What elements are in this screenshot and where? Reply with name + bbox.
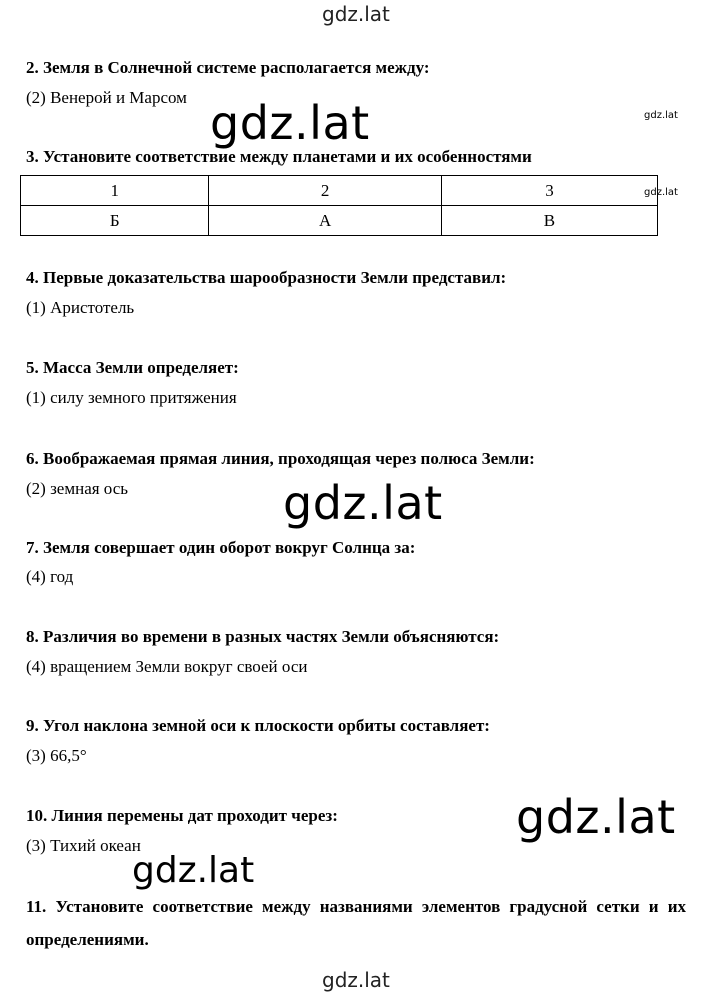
footer-watermark: gdz.lat <box>322 968 390 992</box>
table-cell: А <box>209 206 441 236</box>
question-9: 9. Угол наклона земной оси к плоскости орбиты составляет: <box>26 716 490 735</box>
table-cell: 2 <box>209 176 441 206</box>
question-10: 10. Линия перемены дат проходит через: <box>26 806 338 825</box>
answer-2: (2) Венерой и Марсом <box>26 88 187 107</box>
question-7: 7. Земля совершает один оборот вокруг Солнца за: <box>26 538 416 557</box>
question-4: 4. Первые доказательства шарообразности Земли представил: <box>26 268 507 287</box>
question-6: 6. Воображаемая прямая линия, проходящая через полюса Земли: <box>26 449 535 468</box>
header-watermark: gdz.lat <box>322 2 390 26</box>
watermark-large-1: gdz.lat <box>210 96 370 150</box>
watermark-small-1: gdz.lat <box>644 110 678 121</box>
answer-7: (4) год <box>26 567 74 586</box>
question-2: 2. Земля в Солнечной системе располагается между: <box>26 58 430 77</box>
answer-6: (2) земная ось <box>26 479 129 498</box>
answer-5: (1) силу земного притяжения <box>26 388 237 407</box>
question-3: 3. Установите соответствие между планетами и их особенностями <box>26 147 532 166</box>
table-header-row <box>21 176 658 206</box>
table-cell: Б <box>21 206 209 236</box>
table-row <box>21 206 658 236</box>
answer-table <box>20 175 658 236</box>
answer-8: (4) вращением Земли вокруг своей оси <box>26 657 308 676</box>
watermark-large-2: gdz.lat <box>283 476 443 530</box>
question-5: 5. Масса Земли определяет: <box>26 358 239 377</box>
watermark-large-4: gdz.lat <box>132 850 255 891</box>
table-cell: 1 <box>21 176 209 206</box>
question-8: 8. Различия во времени в разных частях Земли объясняются: <box>26 627 500 646</box>
table-cell: В <box>441 206 657 236</box>
answer-10: (3) Тихий океан <box>26 836 141 855</box>
watermark-small-2: gdz.lat <box>644 187 678 198</box>
answer-9: (3) 66,5° <box>26 746 87 765</box>
table-cell: 3 <box>441 176 657 206</box>
question-11: 11. Установите соответствие между названиями элементов градусной сетки и их определениями. <box>26 897 686 949</box>
watermark-large-3: gdz.lat <box>516 790 676 844</box>
answer-4: (1) Аристотель <box>26 298 135 317</box>
